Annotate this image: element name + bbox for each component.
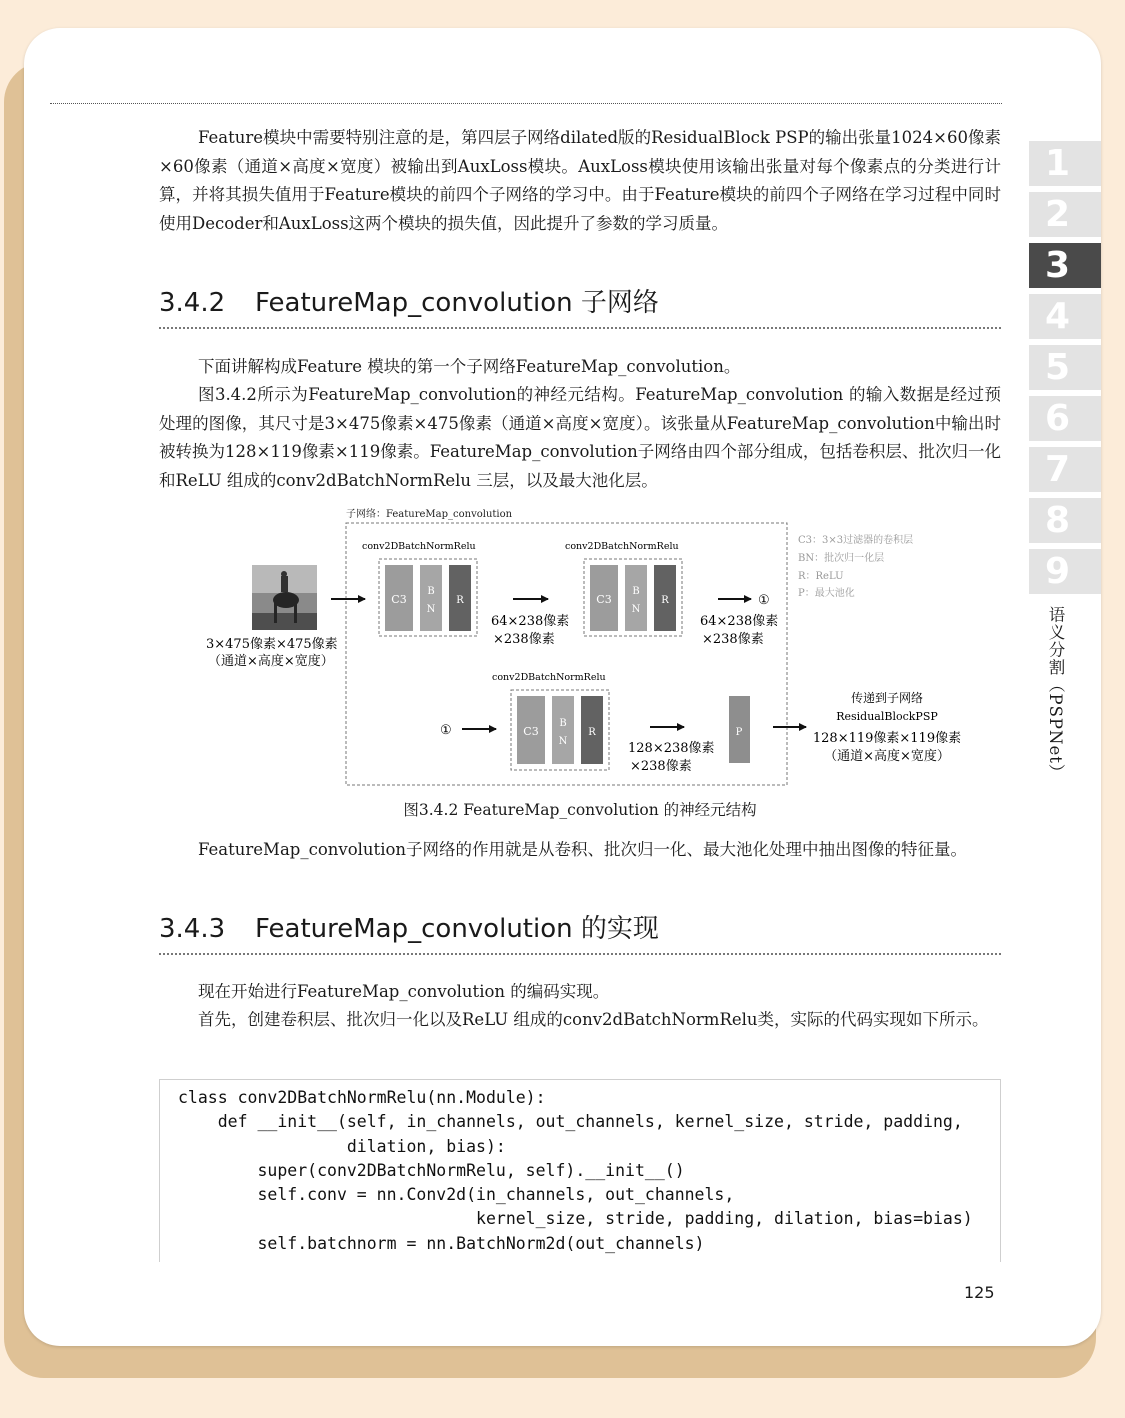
size-block1-line1: 64×238像素 xyxy=(491,614,570,629)
chapter-tab-8[interactable]: 8 xyxy=(1029,498,1101,543)
chapter-tab-9[interactable]: 9 xyxy=(1029,549,1101,594)
output-destination-line2: ResidualBlockPSP xyxy=(836,710,938,723)
heading-rule xyxy=(159,327,1001,329)
paragraph-implementation: 现在开始进行FeatureMap_convolution 的编码实现。 xyxy=(198,982,610,1001)
size-block1-line2: ×238像素 xyxy=(493,632,555,647)
chapter-tab-7[interactable]: 7 xyxy=(1029,447,1101,492)
block2-bn xyxy=(625,565,647,631)
chapter-tab-4[interactable]: 4 xyxy=(1029,294,1101,339)
input-shape-label: （通道×高度×宽度） xyxy=(208,654,334,669)
code-block xyxy=(159,1079,1001,1262)
input-image xyxy=(252,565,317,630)
figure-caption: 图3.4.2 FeatureMap_convolution 的神经元结构 xyxy=(403,801,757,819)
block3-r-label: R xyxy=(588,727,596,738)
block1-bn xyxy=(420,565,442,631)
paragraph-intro: 下面讲解构成Feature 模块的第一个子网络FeatureMap_convolution。 xyxy=(198,357,741,376)
book-page xyxy=(24,28,1101,1346)
block2-b-label: B xyxy=(632,586,640,597)
code-text: class conv2DBatchNormRelu(nn.Module): def __init__(self, in_channels, out_channels, kernel_size, stride, padding, dilation, bias): super(conv2DBatchNormRelu, self).__init__() self.conv = nn.Conv2d(in_channels, out_channels, kernel_size, stride, padding, dilation, bias=bias) self.batchnorm = nn.BatchNorm2d(out_channels) xyxy=(178,1088,973,1253)
chapter-tab-2[interactable]: 2 xyxy=(1029,192,1101,237)
heading-3-4-3 xyxy=(159,912,1001,946)
block3-bn xyxy=(552,696,574,764)
block1-label: conv2DBatchNormRelu xyxy=(362,541,476,552)
paragraph-auxloss: Feature模块中需要特别注意的是，第四层子网络dilated版的ResidualBlock PSP的输出张量1024×60像素×60像素（通道×高度×宽度）被输出到AuxLoss模块。AuxLoss模块使用该输出张量对每个像素点的分类进行计算，并将其损失值用于Feature模块的前四个子网络的学习中。由于Feature模块的前四个子网络在学习过程中同时使用Decoder和AuxLoss这两个模块的损失值，因此提升了参数的学习质量。 xyxy=(159,128,1001,233)
chapter-tabs xyxy=(1029,141,1101,600)
legend-relu: R：ReLU xyxy=(798,571,844,582)
heading-text: FeatureMap_convolution 的实现 xyxy=(255,914,659,944)
connector-out: ① xyxy=(758,593,770,608)
paragraph-purpose: FeatureMap_convolution子网络的作用就是从卷积、批次归一化、最大池化处理中抽出图像的特征量。 xyxy=(198,840,968,859)
heading-number: 3.4.2 xyxy=(159,288,226,318)
block2-r-label: R xyxy=(661,595,669,606)
size-block3-line1: 128×238像素 xyxy=(628,741,715,756)
block3-c3-label: C3 xyxy=(523,725,539,738)
chapter-title: 语义分割（PSPNet） xyxy=(1046,606,1065,782)
legend-c3: C3：3×3过滤器的卷积层 xyxy=(798,535,914,546)
block1-r-label: R xyxy=(456,595,464,606)
legend-bn: BN：批次归一化层 xyxy=(798,553,885,564)
block2-label: conv2DBatchNormRelu xyxy=(565,541,679,552)
top-rule xyxy=(50,103,1002,104)
block3-n-label: N xyxy=(558,736,568,747)
paragraph-class: 首先，创建卷积层、批次归一化以及ReLU 组成的conv2dBatchNormRelu类，实际的代码实现如下所示。 xyxy=(198,1010,989,1029)
legend-pool: P：最大池化 xyxy=(798,588,855,599)
size-block2-line1: 64×238像素 xyxy=(700,614,779,629)
heading-3-4-2 xyxy=(159,286,1001,320)
pool-label: P xyxy=(735,727,743,738)
block1-n-label: N xyxy=(426,604,436,615)
chapter-tab-3[interactable]: 3 xyxy=(1029,243,1101,288)
output-shape-label: （通道×高度×宽度） xyxy=(824,749,950,764)
size-block2-line2: ×238像素 xyxy=(702,632,764,647)
paragraph-structure: 图3.4.2所示为FeatureMap_convolution的神经元结构。FeatureMap_convolution 的输入数据是经过预处理的图像，其尺寸是3×475像素×475像素（通道×高度×宽度）。该张量从FeatureMap_convolution中输出时被转换为128×119像素×119像素。FeatureMap_convolution子网络由四个部分组成，包括卷积层、批次归一化和ReLU 组成的conv2dBatchNormRelu 三层，以及最大池化层。 xyxy=(159,385,1001,490)
block3-b-label: B xyxy=(559,718,567,729)
chapter-tab-6[interactable]: 6 xyxy=(1029,396,1101,441)
heading-number: 3.4.3 xyxy=(159,914,226,944)
connector-in: ① xyxy=(440,723,452,738)
size-block3-line2: ×238像素 xyxy=(630,759,692,774)
block3-label: conv2DBatchNormRelu xyxy=(492,672,606,683)
heading-text: FeatureMap_convolution 子网络 xyxy=(255,288,659,318)
block1-b-label: B xyxy=(427,586,435,597)
block1-c3-label: C3 xyxy=(391,593,407,606)
chapter-tab-5[interactable]: 5 xyxy=(1029,345,1101,390)
input-size-label: 3×475像素×475像素 xyxy=(206,637,338,652)
subnet-label: 子网络：FeatureMap_convolution xyxy=(346,509,513,520)
output-destination-line1: 传递到子网络 xyxy=(850,691,924,705)
block2-n-label: N xyxy=(631,604,641,615)
chapter-tab-1[interactable]: 1 xyxy=(1029,141,1101,186)
block2-c3-label: C3 xyxy=(596,593,612,606)
page-number: 125 xyxy=(964,1283,995,1302)
heading-rule xyxy=(159,953,1001,955)
output-size-label: 128×119像素×119像素 xyxy=(812,731,962,746)
